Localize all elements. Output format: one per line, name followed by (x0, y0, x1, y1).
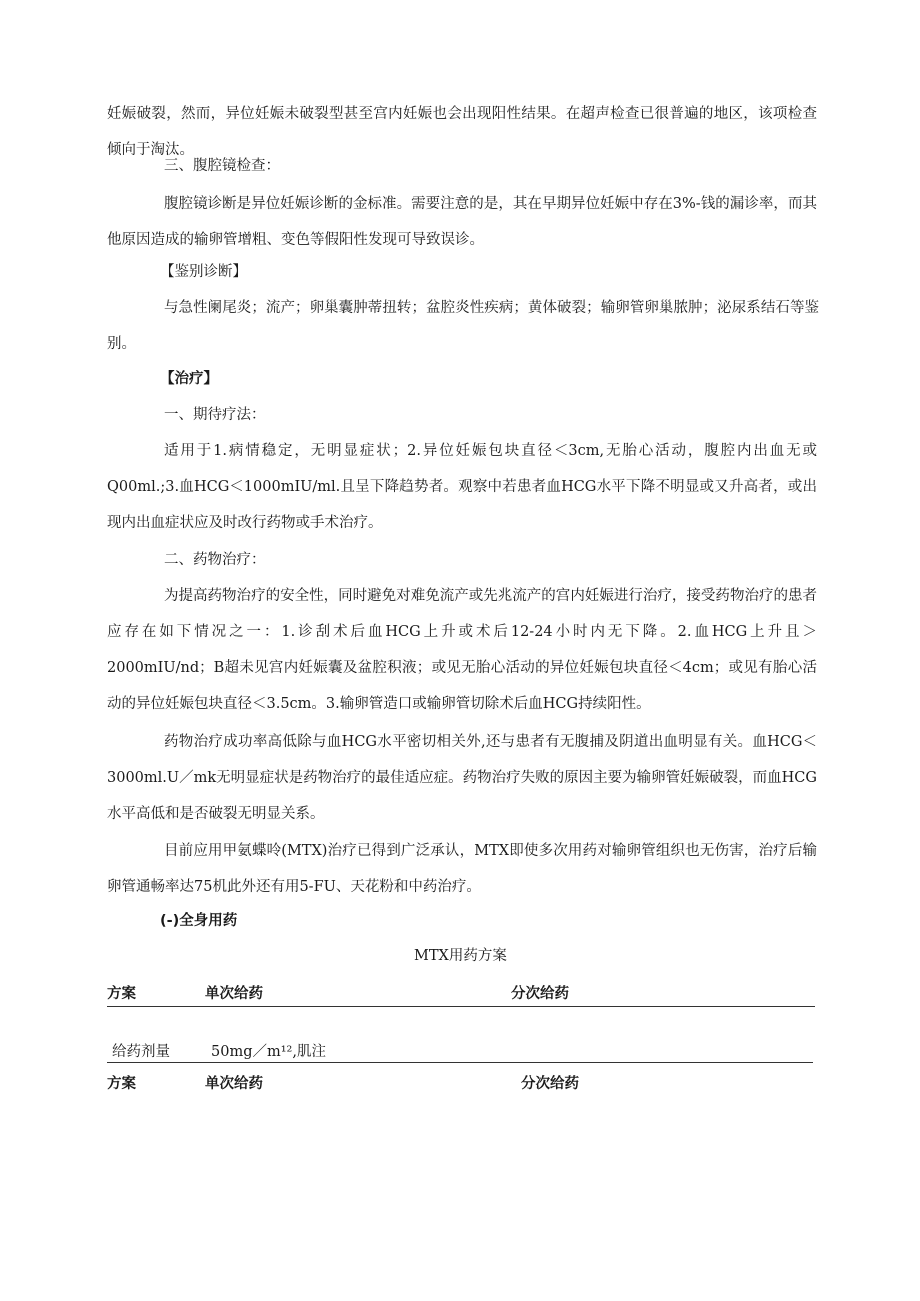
table-header-single: 单次给药 (205, 986, 263, 1002)
row-single-dosage: 50mg／m¹²,肌注 (211, 1044, 326, 1060)
drug-para-1: 为提高药物治疗的安全性，同时避免对难免流产或先兆流产的宫内妊娠进行治疗，接受药物治疗的患者应存在如下情况之一：1.诊刮术后血HCG上升或术后12-24小时内无下降。2.血HCG上升且＞2000mIU/nd；B超未见宫内妊娠囊及盆腔积液；或见无胎心活动的异位妊娠包块直径＜4cm；或见有胎心活动的异位妊娠包块直径＜3.5cm。3.输卵管造口或输卵管切除术后血HCG持续阳性。 (107, 588, 817, 712)
table-header-divided: 分次给药 (511, 986, 569, 1002)
row-label-dosage: 给药剂量 (112, 1044, 170, 1060)
drug-heading: 二、药物治疗： (164, 552, 266, 568)
table-header-scheme: 方案 (107, 986, 136, 1002)
table-repeat-header-divided: 分次给药 (521, 1076, 579, 1092)
differential-heading: 【鉴别诊断】 (160, 264, 247, 280)
table-row-rule (107, 1062, 813, 1063)
table-repeat-header-single: 单次给药 (205, 1076, 263, 1092)
table-header-rule (107, 1006, 815, 1007)
systemic-subheading: (-)全身用药 (160, 913, 238, 929)
expectant-body: 适用于1.病情稳定，无明显症状；2.异位妊娠包块直径＜3cm,无胎心活动，腹腔内出血无或Q00ml.;3.血HCG＜1000mIU/ml.且呈下降趋势者。观察中若患者血HCG水平下降不明显或又升高者，或出现内出血症状应及时改行药物或手术治疗。 (107, 443, 817, 531)
treatment-heading: 【治疗】 (160, 371, 218, 387)
intro-paragraph: 妊娠破裂，然而，异位妊娠未破裂型甚至宫内妊娠也会出现阳性结果。在超声检查已很普遍的地区，该项检查倾向于淘汰。 (107, 106, 817, 158)
table-caption: MTX用药方案 (414, 948, 507, 964)
drug-para-2: 药物治疗成功率高低除与血HCG水平密切相关外,还与患者有无腹捕及阴道出血明显有关。血HCG＜3000ml.U／mk无明显症状是药物治疗的最佳适应症。药物治疗失败的原因主要为输卵管妊娠破裂，而血HCG水平高低和是否破裂无明显关系。 (107, 734, 817, 822)
expectant-heading: 一、期待疗法： (164, 407, 266, 423)
table-repeat-header-scheme: 方案 (107, 1076, 136, 1092)
laparoscopy-heading: 三、腹腔镜检查： (164, 158, 280, 174)
differential-body: 与急性阑尾炎；流产；卵巢囊肿蒂扭转；盆腔炎性疾病；黄体破裂；输卵管卵巢脓肿；泌尿系结石等鉴别。 (107, 300, 819, 352)
laparoscopy-body: 腹腔镜诊断是异位妊娠诊断的金标准。需要注意的是，其在早期异位妊娠中存在3%-钱的漏诊率，而其他原因造成的输卵管增粗、变色等假阳性发现可导致误诊。 (107, 196, 817, 248)
drug-para-3: 目前应用甲氨蝶呤(MTX)治疗已得到广泛承认，MTX即使多次用药对输卵管组织也无伤害，治疗后输卵管通畅率达75机此外还有用5-FU、天花粉和中药治疗。 (107, 843, 817, 895)
